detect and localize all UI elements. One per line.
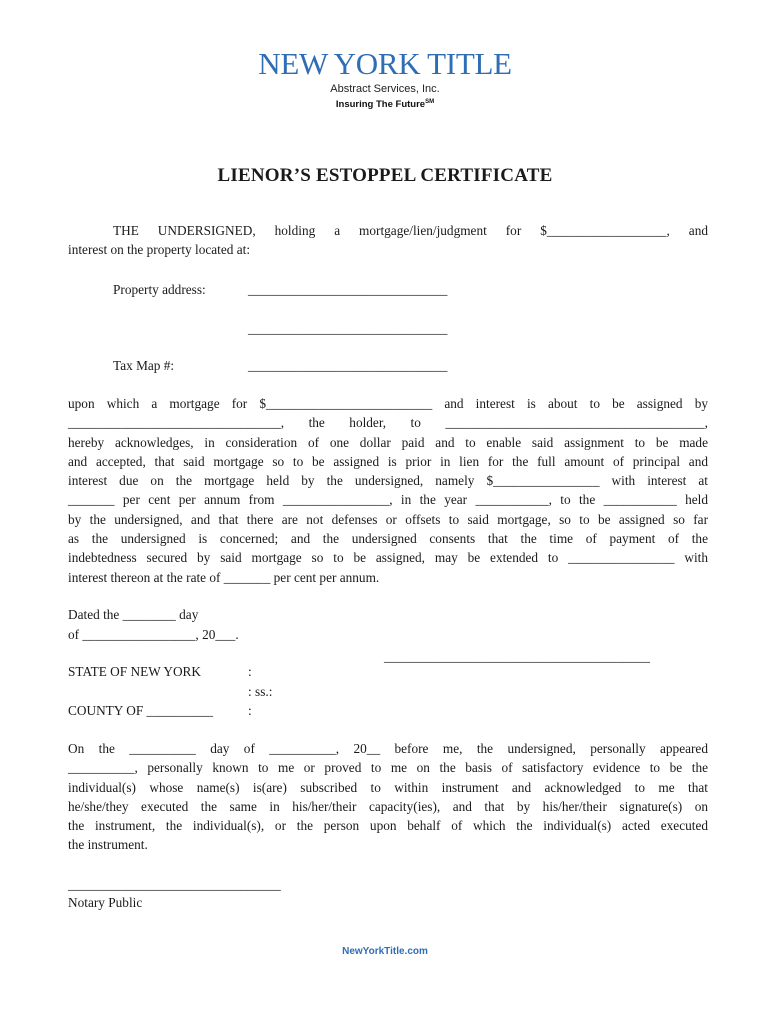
- body-line: hereby acknowledges, in consideration of one dollar paid and to enable said assignment to be made: [68, 434, 708, 450]
- notary-acknowledgment: [68, 739, 708, 855]
- intro-line: interest on the property located at:: [68, 242, 251, 258]
- notary-line: he/she/they executed the same in his/her/their capacity(ies), and that by his/her/their signature(s) on: [68, 798, 708, 814]
- intro-line: THE UNDERSIGNED, holding a mortgage/lien/judgment for $__________________, and: [113, 223, 708, 238]
- company-logo-subtitle: Abstract Services, Inc.: [330, 83, 440, 95]
- property-address-label: Property address:: [113, 282, 206, 297]
- body-line: indebtedness secured by said mortgage so to be assigned, may be extended to ________________ with: [68, 550, 708, 566]
- body-line: upon which a mortgage for $_________________________ and interest is about to be assigned by: [68, 396, 708, 411]
- body-line: and accepted, that said mortgage so to be assigned is prior in lien for the full amount of principal and: [68, 453, 708, 469]
- venue-colon: :: [248, 664, 252, 679]
- county-label: COUNTY OF __________: [68, 703, 214, 718]
- notary-line: On the __________ day of __________, 20__ before me, the undersigned, personally appeared: [68, 741, 708, 756]
- service-mark: SM: [425, 99, 435, 105]
- dated-line: Dated the ________ day: [68, 607, 199, 622]
- company-logo-title: NEW YORK TITLE: [258, 46, 512, 81]
- venue-colon: :: [248, 703, 252, 718]
- notary-public-label: Notary Public: [68, 895, 143, 910]
- tax-map-field: ______________________________: [248, 358, 448, 373]
- notary-line: __________, personally known to me or proved to me on the basis of satisfactory evidence to be the: [68, 760, 708, 776]
- body-line: ________________________________, the holder, to _______________________________________,: [68, 415, 708, 431]
- body-line: by the undersigned, and that there are not defenses or offsets to said mortgage, so to be assigned so far: [68, 511, 708, 527]
- document-title: LIENOR’S ESTOPPEL CERTIFICATE: [217, 165, 553, 186]
- tax-map-label: Tax Map #:: [113, 358, 175, 373]
- intro-paragraph: [68, 221, 708, 260]
- notary-signature-line: ________________________________: [68, 877, 281, 892]
- body-line: _______ per cent per annum from ________________, in the year ___________, to the ___________ held: [68, 492, 708, 508]
- body-line: interest thereon at the rate of _______ per cent per annum.: [68, 569, 380, 585]
- notary-line: individual(s) whose name(s) is(are) subscribed to within instrument and acknowledged to me that: [68, 779, 708, 795]
- body-line: interest due on the mortgage held by the undersigned, namely $________________ with interest at: [68, 473, 708, 489]
- property-address-field-1: ______________________________: [248, 282, 448, 297]
- company-tagline: [0, 96, 770, 111]
- notary-line: the instrument.: [68, 837, 148, 853]
- property-address-field-2: ______________________________: [248, 321, 448, 336]
- dated-line-year: of _________________, 20___.: [68, 627, 239, 642]
- signature-line: ________________________________________: [384, 649, 650, 664]
- body-line: as the undersigned is concerned; and the undersigned consents that the time of payment of the: [68, 531, 708, 547]
- venue-ss: : ss.:: [248, 684, 273, 699]
- footer-website-link[interactable]: NewYorkTitle.com: [342, 946, 428, 957]
- notary-line: the instrument, the individual(s), or the person upon behalf of which the individual(s) acted executed: [68, 818, 708, 834]
- state-label: STATE OF NEW YORK: [68, 664, 202, 679]
- tagline-text: Insuring The Future: [335, 99, 426, 111]
- estoppel-body-paragraph: [68, 394, 708, 587]
